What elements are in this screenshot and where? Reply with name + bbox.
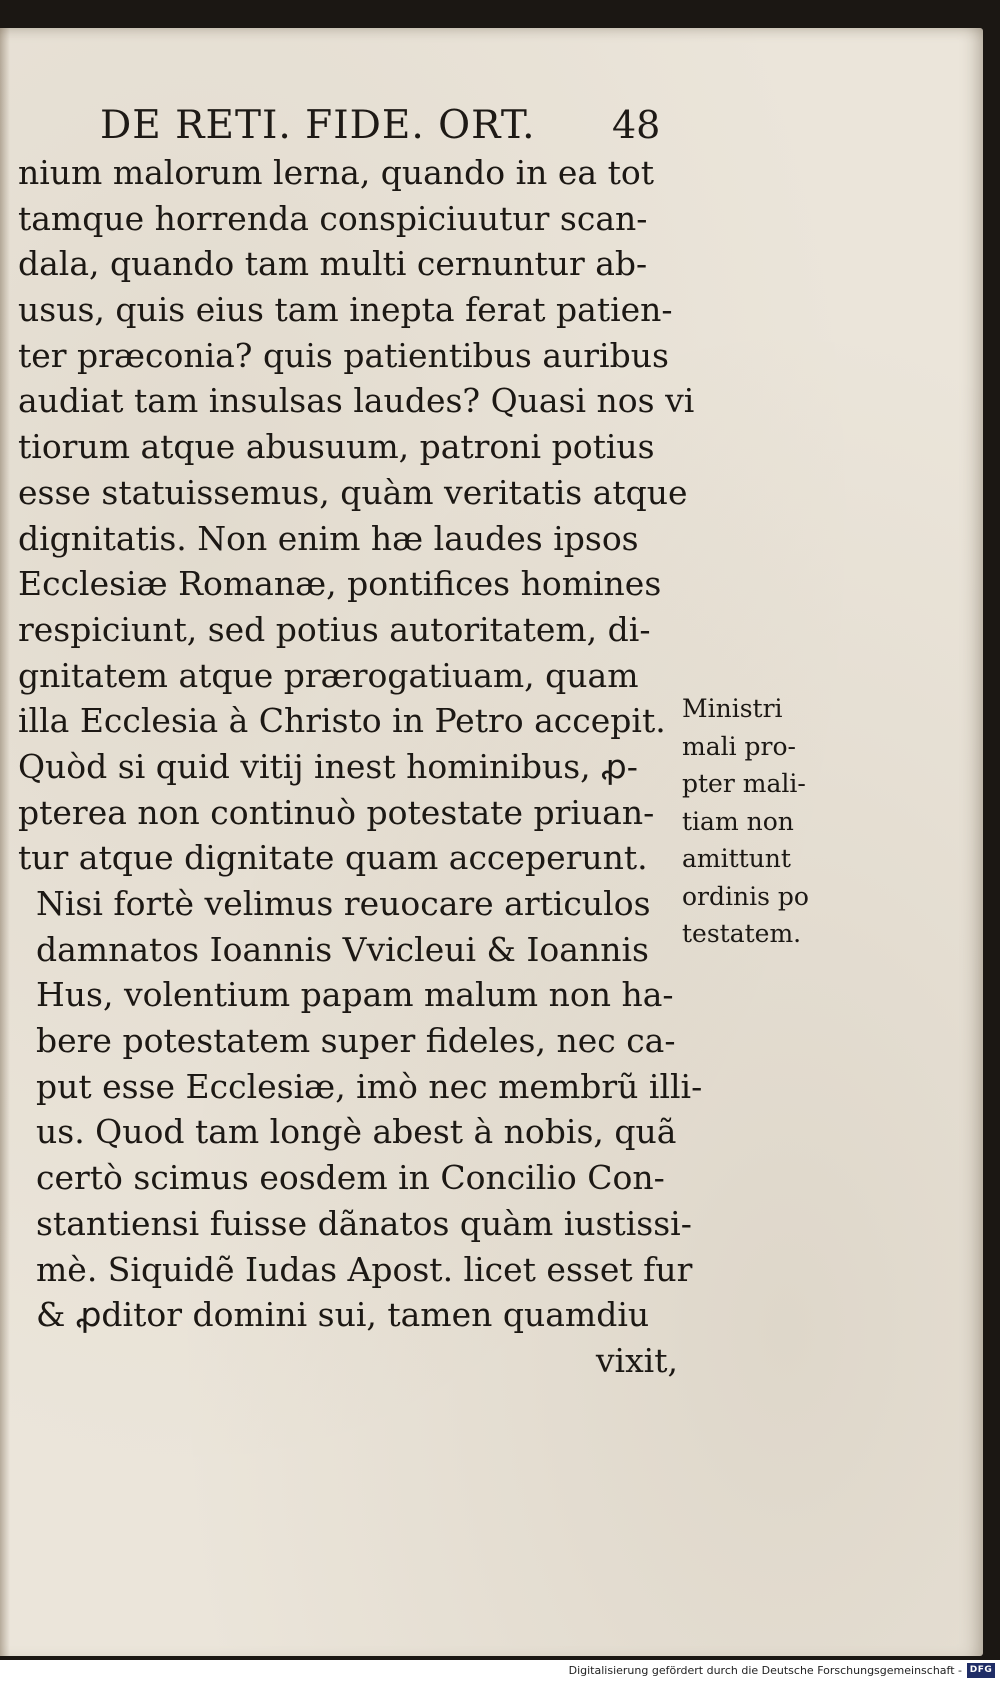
text-line: Nisi fortè velimus reuocare articulos <box>36 884 651 923</box>
catchword: vixit, <box>595 1340 678 1380</box>
text-line: pterea non continuò potestate priuan- <box>18 792 655 832</box>
text-line: tur atque dignitate quam acceperunt. <box>18 838 648 878</box>
text-line: stantiensi fuisse dãnatos quàm iustissi- <box>36 1203 692 1243</box>
marginal-line: ordinis po <box>682 881 809 911</box>
running-head: DE RETI. FIDE. ORT. <box>100 103 536 148</box>
text-line: dala, quando tam multi cernuntur ab- <box>18 244 648 284</box>
marginal-line: mali pro- <box>682 731 797 761</box>
text-line: Quòd si quid vitij inest hominibus, ꝓ- <box>18 746 638 786</box>
dfg-logo: DFG <box>967 1663 995 1678</box>
text-line: Ecclesiæ Romanæ, pontifices homines <box>18 564 662 604</box>
text-line: gnitatem atque prærogatiuam, quam <box>18 655 639 695</box>
text-line: & ꝓditor domini sui, tamen quamdiu <box>36 1295 650 1335</box>
page-gutter-shadow <box>0 28 10 1656</box>
text-line: dignitatis. Non enim hæ laudes ipsos <box>18 518 639 558</box>
page-number: 48 <box>612 103 661 147</box>
text-line: mè. Siquidẽ Iudas Apost. licet esset fur <box>36 1249 693 1289</box>
text-line: illa Ecclesia à Christo in Petro accepit. <box>18 701 666 741</box>
text-line: Hus, volentium papam malum non ha- <box>36 975 674 1015</box>
marginal-note <box>682 690 842 953</box>
marginal-line: testatem. <box>682 919 802 948</box>
text-line: put esse Ecclesiæ, imò nec membrũ illi- <box>36 1066 703 1106</box>
text-line: tiorum atque abusuum, patroni potius <box>18 427 655 467</box>
text-line: damnatos Ioannis Vvicleui & Ioannis <box>36 929 649 969</box>
marginal-line: amittunt <box>682 844 791 873</box>
text-line: usus, quis eius tam inepta ferat patien- <box>18 290 673 330</box>
text-line: us. Quod tam longè abest à nobis, quã <box>36 1112 677 1152</box>
text-line: bere potestatem super fideles, nec ca- <box>36 1021 676 1061</box>
marginal-line: tiam non <box>682 806 794 836</box>
main-text-block <box>18 150 703 1384</box>
text-line: tamque horrenda conspiciuutur scan- <box>18 198 648 238</box>
text-line: respiciunt, sed potius autoritatem, di- <box>18 609 651 649</box>
marginal-line: pter mali- <box>682 769 806 798</box>
text-line: nium malorum lerna, quando in ea tot <box>18 153 654 192</box>
text-line: ter præconia? quis patientibus auribus <box>18 335 669 375</box>
marginal-line: Ministri <box>682 694 783 723</box>
text-line: certò scimus eosdem in Concilio Con- <box>36 1158 665 1198</box>
text-line: audiat tam insulsas laudes? Quasi nos vi <box>18 381 695 421</box>
text-line: esse statuissemus, quàm veritatis atque <box>18 472 688 512</box>
funding-credit: Digitalisierung gefördert durch die Deutsche Forschungsgemeinschaft - <box>568 1664 962 1677</box>
